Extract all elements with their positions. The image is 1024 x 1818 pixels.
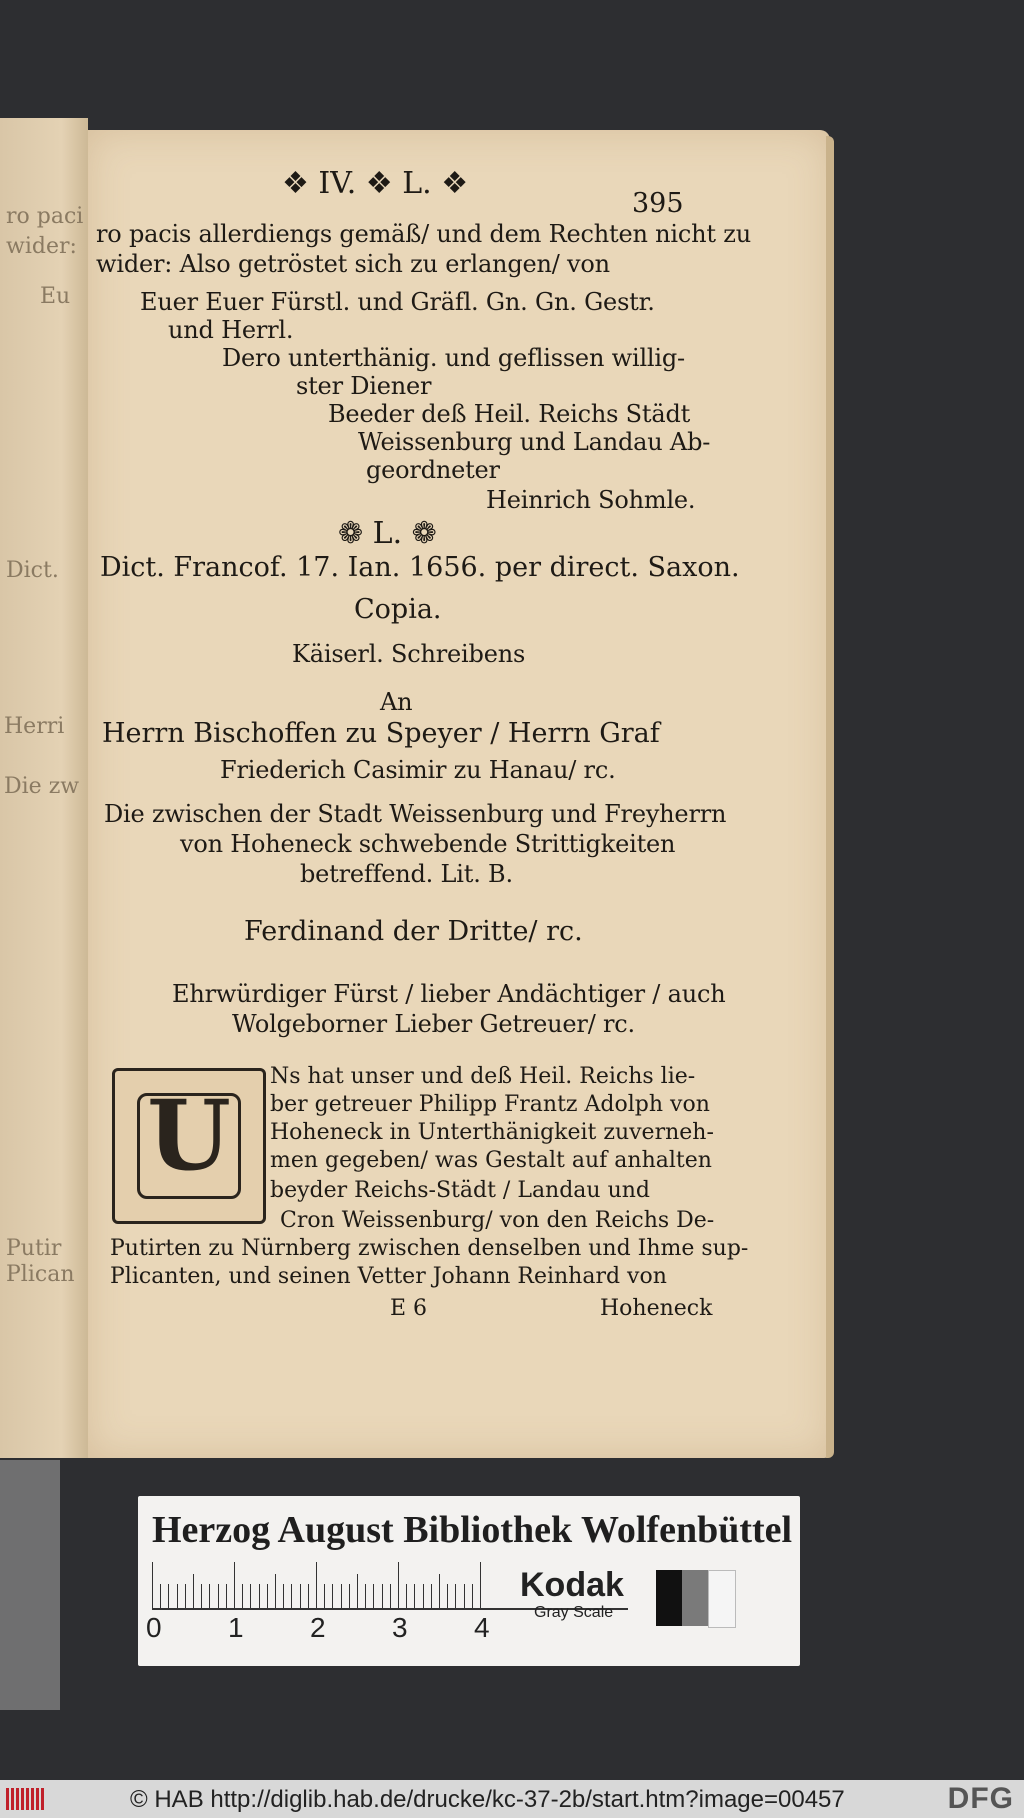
prev-fragment: wider: [6, 234, 77, 259]
ruler-tick [300, 1584, 301, 1608]
text-line: ro pacis allerdiengs gemäß/ und dem Rechten nicht zu [96, 220, 751, 248]
ruler-number: 4 [474, 1612, 490, 1643]
salutation-line: Ehrwürdiger Fürst / lieber Andächtiger / auch [172, 980, 726, 1008]
ruler-tick [316, 1562, 317, 1608]
gray-swatch-dark [656, 1570, 682, 1626]
ruler-tick [414, 1584, 415, 1608]
body-line: Plicanten, und seinen Vetter Johann Reinhard von [110, 1264, 667, 1289]
text-line: und Herrl. [168, 316, 294, 344]
sender-line: Ferdinand der Dritte/ rc. [244, 916, 583, 947]
ruler-number: 2 [310, 1612, 326, 1643]
text-line: ster Diener [296, 372, 432, 400]
ruler-tick [480, 1562, 481, 1608]
body-line: beyder Reichs-Städt / Landau und [270, 1178, 651, 1203]
ruler-tick [423, 1584, 424, 1608]
ruler-tick [291, 1584, 292, 1608]
ruler-tick [472, 1584, 473, 1608]
library-name: Herzog August Bibliothek Wolfenbüttel [152, 1509, 793, 1551]
previous-page-shadow [0, 1460, 60, 1710]
addressee-line: Friederich Casimir zu Hanau/ rc. [220, 756, 616, 784]
section-heading: ❁ L. ❁ [338, 516, 437, 551]
ruler-tick [398, 1562, 399, 1608]
prev-fragment: Die zw [4, 774, 80, 799]
ruler-tick [382, 1584, 383, 1608]
ruler-tick [259, 1584, 260, 1608]
page-edge [826, 136, 834, 1458]
gray-scale-label: Gray Scale [534, 1604, 614, 1621]
ruler-tick [152, 1562, 153, 1608]
text-line: Dero unterthänig. und geflissen willig- [222, 344, 685, 372]
ruler-tick [431, 1584, 432, 1608]
dictation-line: Dict. Francof. 17. Ian. 1656. per direct. Saxon. [100, 552, 740, 583]
ruler-tick [193, 1574, 194, 1608]
ruler-tick [332, 1584, 333, 1608]
dfg-logo: DFG [947, 1782, 1014, 1815]
ruler-tick [275, 1574, 276, 1608]
prev-fragment: Putir [6, 1236, 62, 1261]
ruler-tick [250, 1584, 251, 1608]
prev-fragment: Plican [6, 1262, 75, 1287]
text-line: Beeder deß Heil. Reichs Städt [328, 400, 691, 428]
barcode-icon [6, 1788, 44, 1810]
prev-fragment: Herri [4, 714, 65, 739]
body-line: Cron Weissenburg/ von den Reichs De- [280, 1208, 715, 1233]
salutation-line: Wolgeborner Lieber Getreuer/ rc. [232, 1010, 635, 1038]
letter-title: Käiserl. Schreibens [292, 640, 526, 668]
ruler-tick [267, 1584, 268, 1608]
ruler-tick [373, 1584, 374, 1608]
ruler-tick [365, 1584, 366, 1608]
source-link[interactable]: © HAB http://diglib.hab.de/drucke/kc-37-2b/start.htm?image=00457 [130, 1786, 845, 1813]
gray-swatch-mid [682, 1570, 708, 1626]
text-line: geordneter [366, 456, 500, 484]
signature-mark: E 6 [390, 1296, 428, 1321]
ruler-tick [177, 1584, 178, 1608]
text-line: Weissenburg und Landau Ab- [358, 428, 711, 456]
running-header: ❖ IV. ❖ L. ❖ [282, 166, 469, 201]
ruler-tick [464, 1584, 465, 1608]
subject-line: Die zwischen der Stadt Weissenburg und Freyherrn [104, 800, 727, 828]
ruler-tick [218, 1584, 219, 1608]
subject-line: betreffend. Lit. B. [300, 860, 513, 888]
ruler-tick [283, 1584, 284, 1608]
signatory: Heinrich Sohmle. [486, 486, 696, 514]
color-calibration-card [138, 1496, 800, 1666]
previous-page-edge [0, 118, 88, 1458]
subject-line: von Hoheneck schwebende Strittigkeiten [180, 830, 676, 858]
ruler-tick [439, 1574, 440, 1608]
prev-fragment: Eu [40, 284, 71, 309]
text-line: Euer Euer Fürstl. und Gräfl. Gn. Gn. Gestr. [140, 288, 655, 316]
ruler-tick [390, 1584, 391, 1608]
gray-swatch-light [708, 1570, 736, 1628]
ruler-tick [242, 1584, 243, 1608]
initial-letter: U [147, 1079, 231, 1192]
ruler-number: 1 [228, 1612, 244, 1643]
an-heading: An [380, 688, 413, 716]
ruler-tick [324, 1584, 325, 1608]
ruler-tick [406, 1584, 407, 1608]
prev-fragment: ro paci [6, 204, 84, 229]
addressee-line: Herrn Bischoffen zu Speyer / Herrn Graf [102, 718, 660, 749]
ruler-tick [226, 1584, 227, 1608]
ruler-tick [234, 1562, 235, 1608]
body-line: Hoheneck in Unterthänigkeit zuverneh- [270, 1120, 714, 1145]
ruler-tick [447, 1584, 448, 1608]
ruler-number: 0 [146, 1612, 162, 1643]
page-number: 395 [632, 188, 684, 219]
body-line: men gegeben/ was Gestalt auf anhalten [270, 1148, 712, 1173]
ruler-tick [357, 1574, 358, 1608]
kodak-logo: Kodak [520, 1566, 624, 1604]
ruler-tick [160, 1584, 161, 1608]
text-line: wider: Also getröstet sich zu erlangen/ von [96, 250, 610, 278]
body-line: ber getreuer Philipp Frantz Adolph von [270, 1092, 710, 1117]
ruler-tick [185, 1584, 186, 1608]
prev-fragment: Dict. [6, 558, 59, 583]
body-line: Ns hat unser und deß Heil. Reichs lie- [270, 1064, 696, 1089]
body-line: Putirten zu Nürnberg zwischen denselben und Ihme sup- [110, 1236, 749, 1261]
ruler-tick [349, 1584, 350, 1608]
decorated-initial [112, 1068, 266, 1224]
ruler-number: 3 [392, 1612, 408, 1643]
ruler-tick [209, 1584, 210, 1608]
ruler-tick [341, 1584, 342, 1608]
copia-heading: Copia. [354, 594, 442, 625]
catchword: Hoheneck [600, 1296, 713, 1321]
ruler-tick [308, 1584, 309, 1608]
ruler-tick [168, 1584, 169, 1608]
footer-bar [0, 1780, 1024, 1818]
ruler-tick [201, 1584, 202, 1608]
ruler-tick [455, 1584, 456, 1608]
